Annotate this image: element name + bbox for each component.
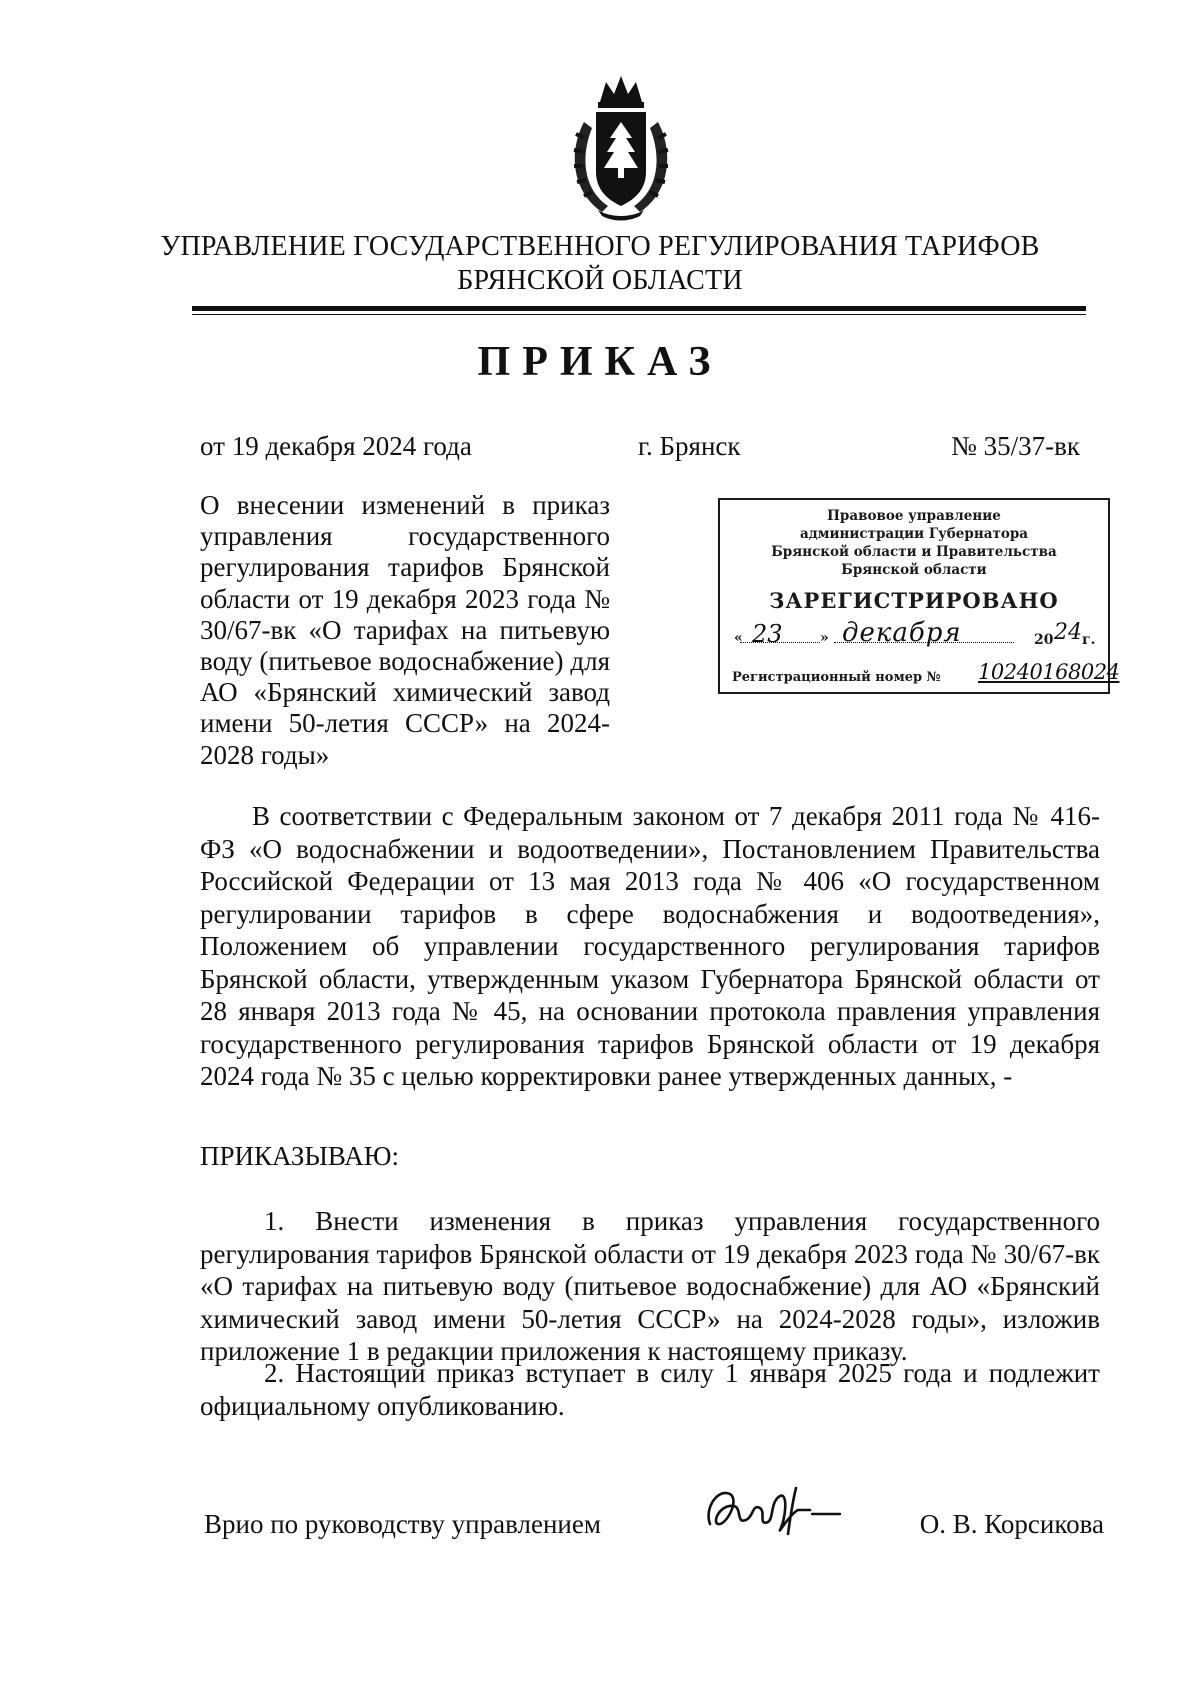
- stamp-line-4: Брянской области: [841, 562, 987, 578]
- document-date: от 19 декабря 2024 года: [200, 431, 472, 461]
- order-word: ПРИКАЗЫВАЮ:: [200, 1141, 399, 1171]
- organization-title: [150, 230, 1050, 298]
- organization-title-line2: БРЯНСКОЙ ОБЛАСТИ: [457, 265, 743, 296]
- order-item-1: 1. Внести изменения в приказ управления государственного регулирования тарифов Брянской области от 19 декабря 2023 года № 30/67-вк «О тарифах на питьевую воду (питьевое водоснабжение) для АО «Брянский химический завод имени 50-летия СССР» на 2024-2028 годы», изложив приложение 1 в редакции приложения к настоящему приказу.: [200, 1206, 1100, 1366]
- header-rule-thick: [192, 306, 1086, 311]
- preamble-paragraph: В соответствии с Федеральным законом от 7 декабря 2011 года № 416-ФЗ «О водоснабжении и водоотведении», Постановлением Правительства Российской Федерации от 13 мая 2013 года № 406 «О государственном регулировании тарифов в сфере водоснабжения и водоотведения», Положением об управлении государственного регулирования тарифов Брянской области, утвержденным указом Губернатора Брянской области от 28 января 2013 года № 45, на основании протокола правления управления государственного регулирования тарифов Брянской области от 19 декабря 2024 года № 35 с целью корректировки ранее утвержденных данных, -: [200, 801, 1100, 1091]
- stamp-line-3: Брянской области и Правительства: [771, 544, 1057, 560]
- stamp-registration-number-row: [732, 660, 1120, 690]
- document-city: г. Брянск: [638, 431, 741, 461]
- stamp-quote-open: «: [734, 630, 743, 646]
- document-number: № 35/37-вк: [951, 431, 1080, 461]
- signatory-role: Врио по руководству управлением: [204, 1509, 601, 1539]
- stamp-date-row: [734, 618, 1104, 652]
- stamp-line-2: администрации Губернатора: [799, 526, 1029, 542]
- stamp-quote-close: »: [820, 630, 829, 646]
- header-rule-thin: [192, 314, 1086, 315]
- stamp-date-day: 23: [752, 620, 783, 648]
- stamp-year-unit: г.: [1082, 632, 1096, 648]
- registration-stamp: [718, 498, 1120, 694]
- handwritten-signature-icon: [700, 1474, 850, 1544]
- stamp-day-underline: [740, 642, 820, 643]
- stamp-line-1: Правовое управление: [827, 508, 1001, 524]
- stamp-date-month: декабря: [842, 618, 962, 648]
- organization-title-line1: УПРАВЛЕНИЕ ГОСУДАРСТВЕННОГО РЕГУЛИРОВАНИЯ ТАРИФОВ: [160, 231, 1040, 262]
- stamp-registered-label: ЗАРЕГИСТРИРОВАНО: [769, 588, 1059, 613]
- document-type-title: ПРИКАЗ: [477, 339, 723, 385]
- document-subject: О внесении изменений в приказ управления государственного регулирования тарифов Брянской области от 19 декабря 2023 года № 30/67-вк «О тарифах на питьевую воду (питьевое водоснабжение) для АО «Брянский химический завод имени 50-летия СССР» на 2024-2028 годы»: [200, 490, 610, 770]
- signatory-name: О. В. Корсикова: [919, 1509, 1104, 1539]
- stamp-reg-number: 10240168024: [978, 660, 1120, 684]
- stamp-reg-label: Регистрационный номер №: [732, 670, 941, 685]
- bryansk-coat-of-arms-icon: [562, 72, 680, 222]
- stamp-year-suffix: 24: [1054, 620, 1082, 645]
- stamp-month-underline: [834, 642, 1014, 643]
- stamp-year-prefix: 20: [1034, 632, 1054, 648]
- order-item-2: 2. Настоящий приказ вступает в силу 1 января 2025 года и подлежит официальному опубликованию.: [200, 1358, 1100, 1421]
